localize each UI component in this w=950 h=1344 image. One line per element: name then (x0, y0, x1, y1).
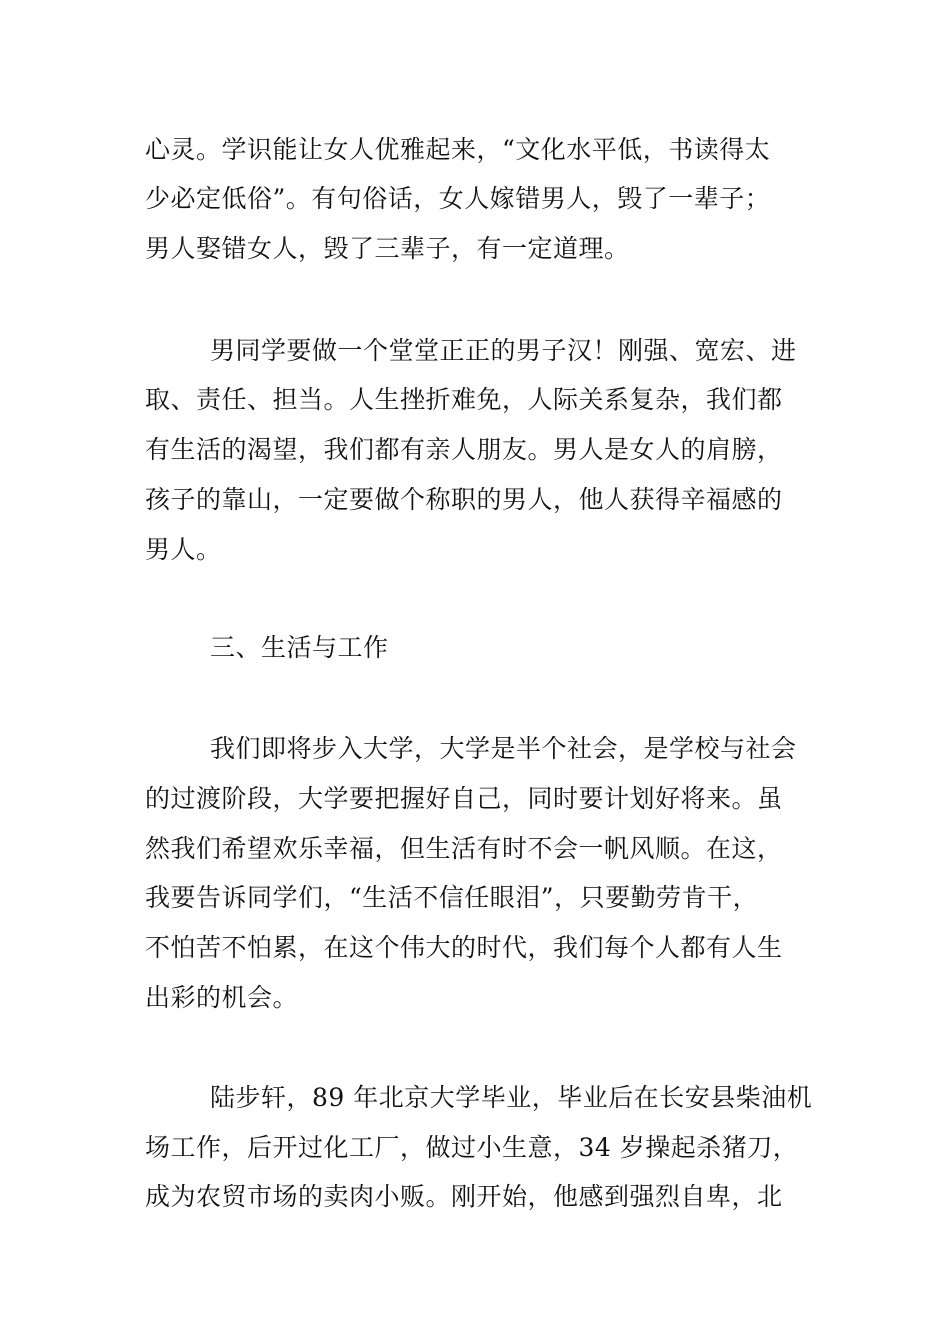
paragraph-3-line-1: 我们即将步入大学，大学是半个社会，是学校与社会 (210, 734, 797, 763)
paragraph-2-line-1: 男同学要做一个堂堂正正的男子汉！刚强、宽宏、进 (210, 336, 797, 365)
paragraph-2-line-4: 孩子的靠山，一定要做个称职的男人，他人获得辛福感的 (145, 485, 783, 514)
paragraph-3-line-3: 然我们希望欢乐幸福，但生活有时不会一帆风顺。在这， (145, 834, 783, 863)
paragraph-3-line-5: 不怕苦不怕累，在这个伟大的时代，我们每个人都有人生 (145, 933, 783, 962)
paragraph-2-line-3: 有生活的渴望，我们都有亲人朋友。男人是女人的肩膀， (145, 435, 783, 464)
paragraph-4-line-1: 陆步轩，89 年北京大学毕业，毕业后在长安县柴油机 (210, 1083, 813, 1112)
paragraph-3-line-2: 的过渡阶段，大学要把握好自己，同时要计划好将来。虽 (145, 784, 783, 813)
paragraph-4-line-2: 场工作，后开过化工厂，做过小生意，34 岁操起杀猪刀， (145, 1133, 799, 1162)
paragraph-2-line-2: 取、责任、担当。人生挫折难免，人际关系复杂，我们都 (145, 385, 783, 414)
paragraph-4-line-3: 成为农贸市场的卖肉小贩。刚开始，他感到强烈自卑，北 (145, 1182, 783, 1211)
paragraph-1-line-3: 男人娶错女人，毁了三辈子，有一定道理。 (145, 234, 630, 263)
section-heading: 三、生活与工作 (210, 633, 389, 662)
paragraph-3-line-6: 出彩的机会。 (145, 983, 299, 1012)
paragraph-1-line-1: 心灵。学识能让女人优雅起来，“文化水平低，书读得太 (145, 135, 771, 164)
paragraph-3-line-4: 我要告诉同学们，“生活不信任眼泪”，只要勤劳肯干， (145, 883, 759, 912)
paragraph-1-line-2: 少必定低俗”。有句俗话，女人嫁错男人，毁了一辈子； (145, 184, 771, 213)
paragraph-2-line-5: 男人。 (145, 535, 222, 564)
